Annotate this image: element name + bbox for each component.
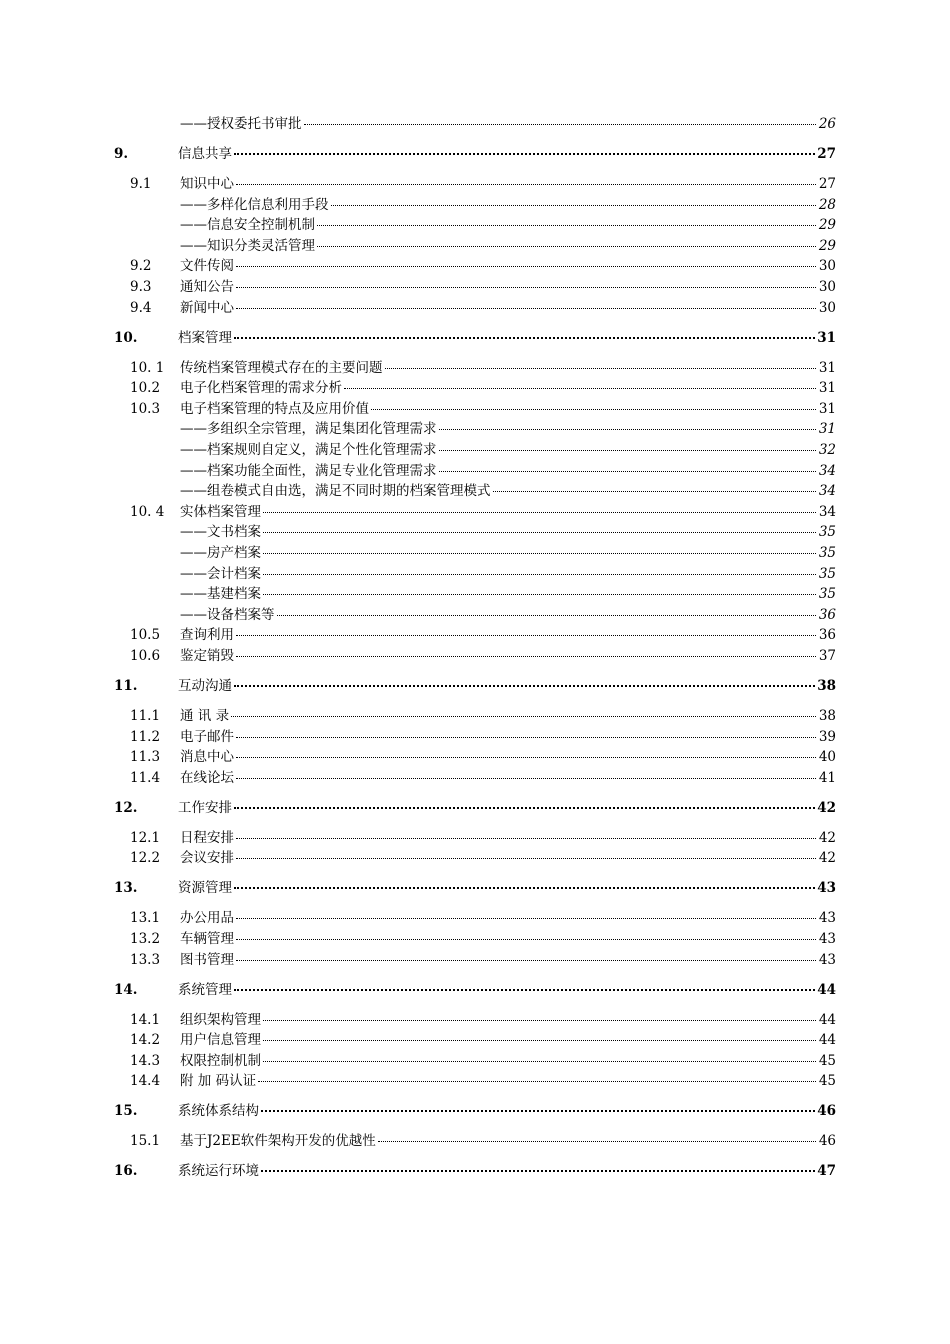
toc-label: ——基建档案	[180, 586, 261, 603]
toc-page-number: 34	[818, 462, 836, 479]
toc-entry	[180, 605, 836, 625]
toc-label: 系统运行环境	[178, 1163, 259, 1180]
toc-chapter-row[interactable]	[0, 676, 950, 696]
toc-number: 12.2	[130, 850, 161, 867]
toc-entry	[178, 1101, 836, 1121]
toc-label: 工作安排	[178, 799, 232, 816]
dot-leader	[236, 756, 816, 758]
toc-entry	[180, 195, 836, 215]
toc-number: 15.1	[130, 1133, 161, 1150]
toc-label: 新闻中心	[180, 299, 234, 316]
toc-entry	[180, 114, 836, 134]
toc-label: ——授权委托书审批	[180, 116, 302, 132]
toc-page-number: 37	[818, 648, 836, 664]
dot-leader	[439, 449, 817, 451]
dot-leader	[331, 204, 817, 206]
toc-entry	[180, 848, 836, 868]
toc-page-number: 32	[818, 442, 836, 458]
toc-page-number: 40	[818, 749, 836, 766]
toc-number: 11.	[114, 678, 138, 694]
toc-number: 13.3	[130, 951, 161, 968]
toc-section-row[interactable]	[0, 747, 950, 767]
toc-number: 9.4	[130, 299, 152, 316]
toc-section-row[interactable]	[0, 625, 950, 645]
toc-entry	[180, 277, 836, 297]
toc-entry	[178, 328, 836, 348]
toc-entry	[180, 440, 836, 460]
toc-entry	[180, 747, 836, 767]
toc-label: 基于J2EE软件架构开发的优越性	[180, 1133, 376, 1150]
toc-label: 车辆管理	[180, 931, 234, 947]
dot-leader	[258, 1080, 816, 1082]
toc-section-row[interactable]	[0, 929, 950, 949]
toc-label: 档案管理	[178, 329, 232, 346]
dot-leader	[236, 917, 816, 919]
toc-entry	[180, 1071, 836, 1091]
dot-leader	[236, 857, 816, 859]
toc-entry	[180, 256, 836, 276]
toc-number: 10. 1	[130, 359, 165, 376]
toc-label: 附 加 码认证	[180, 1073, 257, 1090]
toc-number: 14.1	[130, 1011, 161, 1028]
toc-section-row[interactable]	[0, 828, 950, 848]
toc-number: 10.3	[130, 400, 161, 417]
toc-page-number: 31	[817, 329, 836, 346]
toc-section-row[interactable]	[0, 277, 950, 297]
dot-leader	[236, 655, 816, 657]
toc-number: 12.1	[130, 829, 161, 846]
toc-entry	[178, 980, 836, 1000]
dot-leader	[263, 552, 816, 554]
toc-section-row[interactable]	[0, 1010, 950, 1030]
dot-leader	[263, 1019, 816, 1021]
toc-entry	[180, 174, 836, 194]
toc-entry	[180, 419, 836, 439]
toc-page-number: 26	[818, 116, 836, 132]
toc-chapter-row[interactable]	[0, 144, 950, 164]
toc-page-number: 29	[818, 217, 836, 234]
toc-chapter-row[interactable]	[0, 1161, 950, 1181]
toc-label: 互动沟通	[178, 678, 232, 694]
toc-section-row[interactable]	[0, 950, 950, 970]
dot-leader	[236, 736, 816, 738]
dot-leader	[261, 1169, 815, 1172]
toc-subitem-row[interactable]	[0, 543, 950, 563]
toc-number: 14.4	[130, 1073, 161, 1090]
toc-entry	[180, 727, 836, 747]
toc-label: 知识中心	[180, 176, 234, 192]
toc-page-number: 27	[818, 176, 836, 192]
toc-entry	[178, 798, 836, 818]
toc-number: 10.5	[130, 627, 161, 644]
toc-subitem-row[interactable]	[0, 564, 950, 584]
toc-label: 通 讯 录	[180, 708, 230, 724]
dot-leader	[304, 123, 817, 125]
toc-page-number: 31	[818, 359, 836, 376]
toc-section-row[interactable]	[0, 502, 950, 522]
toc-section-row[interactable]	[0, 1030, 950, 1050]
dot-leader	[236, 777, 816, 779]
toc-section-row[interactable]	[0, 378, 950, 398]
toc-subitem-row[interactable]	[0, 461, 950, 481]
toc-page-number: 36	[818, 627, 836, 644]
toc-label: ——多样化信息利用手段	[180, 196, 329, 213]
toc-number: 14.	[114, 981, 138, 998]
toc-label: ——房产档案	[180, 545, 261, 561]
toc-section-row[interactable]	[0, 706, 950, 726]
toc-page-number: 35	[818, 586, 836, 603]
toc-section-row[interactable]	[0, 256, 950, 276]
toc-page-number: 29	[818, 237, 836, 254]
dot-leader	[236, 265, 816, 267]
toc-entry	[180, 706, 836, 726]
dot-leader	[317, 224, 816, 226]
toc-page-number: 30	[818, 258, 836, 275]
toc-entry	[180, 481, 836, 501]
toc-label: ——设备档案等	[180, 606, 275, 623]
toc-label: 通知公告	[180, 279, 234, 295]
dot-leader	[378, 1140, 816, 1142]
dot-leader	[234, 886, 815, 889]
toc-number: 11.3	[130, 749, 161, 766]
toc-label: 资源管理	[178, 880, 232, 897]
toc-page-number: 36	[818, 606, 836, 623]
toc-label: ——档案功能全面性，满足专业化管理需求	[180, 462, 437, 479]
toc-section-row[interactable]	[0, 399, 950, 419]
toc-page-number: 45	[818, 1052, 836, 1069]
toc-section-row[interactable]	[0, 768, 950, 788]
toc-entry	[180, 543, 836, 563]
toc-entry	[180, 1010, 836, 1030]
toc-number: 15.	[114, 1103, 138, 1120]
toc-page-number: 31	[818, 421, 836, 438]
dot-leader	[261, 1109, 815, 1112]
toc-chapter-row[interactable]	[0, 798, 950, 818]
toc-section-row[interactable]	[0, 1131, 950, 1151]
dot-leader	[277, 614, 817, 616]
toc-label: 权限控制机制	[180, 1052, 261, 1069]
toc-label: ——多组织全宗管理，满足集团化管理需求	[180, 421, 437, 438]
toc-label: ——会计档案	[180, 565, 261, 582]
toc-label: 电子邮件	[180, 728, 234, 745]
toc-section-row[interactable]	[0, 174, 950, 194]
toc-entry	[180, 502, 836, 522]
toc-label: ——信息安全控制机制	[180, 217, 315, 234]
toc-page-number: 35	[818, 524, 836, 541]
toc-number: 13.2	[130, 931, 161, 947]
toc-entry	[180, 298, 836, 318]
toc-subitem-row[interactable]	[0, 440, 950, 460]
toc-number: 11.4	[130, 769, 161, 786]
dot-leader	[236, 837, 816, 839]
toc-entry	[178, 676, 836, 696]
toc-page-number: 44	[818, 1032, 836, 1049]
dot-leader	[263, 573, 816, 575]
toc-section-row[interactable]	[0, 1051, 950, 1071]
dot-leader	[231, 715, 816, 717]
toc-label: 鉴定销毁	[180, 648, 234, 664]
toc-number: 14.2	[130, 1032, 161, 1049]
toc-entry	[178, 878, 836, 898]
dot-leader	[236, 183, 816, 185]
toc-label: 图书管理	[180, 951, 234, 968]
toc-subitem-row[interactable]	[0, 605, 950, 625]
toc-label: ——知识分类灵活管理	[180, 237, 315, 254]
toc-entry	[180, 399, 836, 419]
toc-page-number: 45	[818, 1073, 836, 1090]
toc-page-number: 44	[818, 1011, 836, 1028]
toc-label: 系统体系结构	[178, 1103, 259, 1120]
dot-leader	[263, 1039, 816, 1041]
dot-leader	[263, 1060, 816, 1062]
toc-entry	[180, 768, 836, 788]
dot-leader	[371, 408, 816, 410]
toc-page-number: 42	[818, 829, 836, 846]
dot-leader	[344, 387, 816, 389]
toc-entry	[180, 564, 836, 584]
dot-leader	[385, 367, 817, 369]
toc-page-number: 31	[818, 380, 836, 397]
toc-chapter-row[interactable]	[0, 328, 950, 348]
toc-subitem-row[interactable]	[0, 481, 950, 501]
toc-page-number: 31	[818, 400, 836, 417]
toc-number: 9.3	[130, 279, 152, 295]
toc-label: 查询利用	[180, 627, 234, 644]
toc-section-row[interactable]	[0, 1071, 950, 1091]
toc-label: ——档案规则自定义，满足个性化管理需求	[180, 442, 437, 458]
dot-leader	[263, 531, 816, 533]
toc-number: 10.2	[130, 380, 161, 397]
toc-subitem-row[interactable]	[0, 215, 950, 235]
toc-page-number: 42	[818, 850, 836, 867]
toc-page-number: 44	[817, 981, 836, 998]
toc-page-number: 43	[818, 951, 836, 968]
toc-section-row[interactable]	[0, 358, 950, 378]
toc-chapter-row[interactable]	[0, 878, 950, 898]
toc-label: 传统档案管理模式存在的主要问题	[180, 359, 383, 376]
toc-page-number: 34	[818, 503, 836, 520]
toc-subitem-row[interactable]	[0, 419, 950, 439]
dot-leader	[236, 938, 816, 940]
toc-page-number: 30	[818, 279, 836, 295]
toc-number: 13.	[114, 880, 138, 897]
toc-number: 11.2	[130, 728, 161, 745]
toc-label: 系统管理	[178, 981, 232, 998]
dot-leader	[234, 684, 815, 687]
toc-label: 办公用品	[180, 910, 234, 927]
toc-entry	[178, 144, 836, 164]
toc-page-number: 35	[818, 565, 836, 582]
toc-label: 在线论坛	[180, 769, 234, 786]
toc-label: 电子档案管理的特点及应用价值	[180, 400, 369, 417]
toc-entry	[180, 625, 836, 645]
toc-chapter-row[interactable]	[0, 980, 950, 1000]
toc-number: 13.1	[130, 910, 161, 927]
toc-section-row[interactable]	[0, 848, 950, 868]
dot-leader	[236, 286, 816, 288]
toc-page-number: 38	[817, 678, 836, 694]
toc-page-number: 46	[818, 1133, 836, 1150]
toc-entry	[180, 1030, 836, 1050]
dot-leader	[234, 806, 815, 809]
toc-page-number: 46	[817, 1103, 836, 1120]
dot-leader	[493, 490, 817, 492]
toc-subitem-row[interactable]	[0, 522, 950, 542]
toc-number: 10. 4	[130, 503, 165, 520]
toc-page-number: 47	[817, 1163, 836, 1180]
toc-label: 消息中心	[180, 749, 234, 766]
toc-subitem-row[interactable]	[0, 195, 950, 215]
toc-subitem-row[interactable]	[0, 236, 950, 256]
toc-number: 14.3	[130, 1052, 161, 1069]
dot-leader	[236, 307, 816, 309]
toc-number: 9.2	[130, 258, 152, 275]
toc-page-number: 38	[818, 708, 836, 724]
toc-section-row[interactable]	[0, 298, 950, 318]
toc-entry	[180, 1131, 836, 1151]
toc-entry	[180, 950, 836, 970]
dot-leader	[263, 511, 816, 513]
toc-page-number: 27	[817, 146, 836, 162]
dot-leader	[317, 245, 816, 247]
toc-entry	[180, 522, 836, 542]
toc-number: 9.	[114, 146, 129, 162]
toc-label: 会议安排	[180, 850, 234, 867]
toc-page-number: 41	[818, 769, 836, 786]
toc-entry	[180, 908, 836, 928]
toc-number: 10.	[114, 329, 138, 346]
toc-page-number: 30	[818, 299, 836, 316]
dot-leader	[236, 634, 816, 636]
toc-entry	[180, 461, 836, 481]
toc-chapter-row[interactable]	[0, 1101, 950, 1121]
toc-page-number: 28	[818, 196, 836, 213]
toc-entry	[180, 236, 836, 256]
toc-entry	[180, 1051, 836, 1071]
toc-page-number: 34	[818, 483, 836, 500]
toc-entry	[180, 584, 836, 604]
toc-entry	[180, 358, 836, 378]
toc-section-row[interactable]	[0, 727, 950, 747]
toc-subitem-row[interactable]	[0, 584, 950, 604]
toc-page-number: 42	[817, 799, 836, 816]
toc-number: 10.6	[130, 648, 161, 664]
toc-number: 11.1	[130, 708, 161, 724]
toc-page-number: 43	[817, 880, 836, 897]
toc-page-number: 43	[818, 910, 836, 927]
dot-leader	[234, 988, 815, 991]
dot-leader	[263, 593, 816, 595]
toc-number: 16.	[114, 1163, 138, 1180]
dot-leader	[236, 959, 816, 961]
toc-label: 组织架构管理	[180, 1011, 261, 1028]
toc-label: ——组卷模式自由选，满足不同时期的档案管理模式	[180, 483, 491, 500]
toc-label: ——文书档案	[180, 524, 261, 541]
toc-entry	[180, 215, 836, 235]
toc-label: 日程安排	[180, 829, 234, 846]
toc-entry	[180, 828, 836, 848]
toc-number: 12.	[114, 799, 138, 816]
toc-entry	[180, 378, 836, 398]
dot-leader	[234, 152, 815, 155]
dot-leader	[234, 336, 815, 339]
dot-leader	[439, 428, 817, 430]
toc-page-number: 39	[818, 728, 836, 745]
toc-label: 实体档案管理	[180, 503, 261, 520]
toc-entry	[178, 1161, 836, 1181]
toc-page-number: 35	[818, 545, 836, 561]
toc-subitem-row[interactable]	[0, 114, 950, 134]
toc-number: 9.1	[130, 176, 152, 192]
toc-entry	[180, 646, 836, 666]
toc-section-row[interactable]	[0, 908, 950, 928]
toc-page-number: 43	[818, 931, 836, 947]
toc-label: 电子化档案管理的需求分析	[180, 380, 342, 397]
toc-label: 用户信息管理	[180, 1032, 261, 1049]
toc-label: 文件传阅	[180, 258, 234, 275]
toc-entry	[180, 929, 836, 949]
toc-label: 信息共享	[178, 146, 232, 162]
toc-section-row[interactable]	[0, 646, 950, 666]
dot-leader	[439, 470, 817, 472]
